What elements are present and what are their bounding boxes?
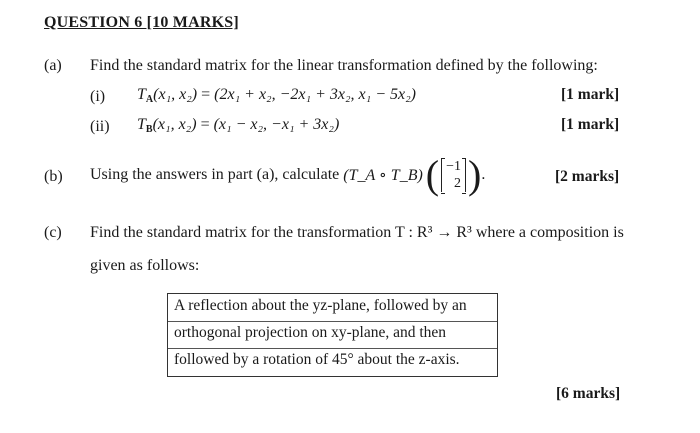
part-c-text-line1: Find the standard matrix for the transformation T : R³ → R³ where a composition is	[90, 224, 624, 241]
part-a-ii-lhs-name: T	[137, 116, 146, 133]
part-a-i-equation	[137, 86, 416, 105]
part-a-i-lhs-args: (x₁, x₂)	[153, 86, 198, 103]
box-line-3: followed by a rotation of 45° about the z-axis.	[174, 351, 460, 368]
composition-box	[167, 293, 498, 377]
part-b-label: (b)	[44, 168, 63, 185]
part-b-text: Using the answers in part (a), calculate	[90, 166, 340, 183]
part-a-ii-eq: =	[196, 116, 214, 133]
box-line-2: orthogonal projection on xy-plane, and then	[174, 324, 447, 341]
part-a-ii-label: (ii)	[90, 118, 110, 135]
part-a-i-lhs-sub: A	[145, 94, 154, 105]
part-a-ii-rhs: (x₁ − x₂, −x₁ + 3x₂)	[213, 116, 340, 133]
part-a-ii-lhs-args: (x₁, x₂)	[152, 116, 197, 133]
part-c-text-line2: given as follows:	[90, 257, 200, 274]
question-title: QUESTION 6 [10 MARKS]	[44, 14, 239, 31]
part-a-i-label: (i)	[90, 88, 106, 105]
part-b-close-paren: )	[468, 152, 482, 197]
part-b-open-paren: (	[425, 152, 440, 197]
box-divider-2	[168, 348, 497, 349]
part-b-composition: (T_A ∘ T_B)	[343, 167, 423, 184]
part-a-i-eq: =	[197, 86, 215, 103]
part-a-i-lhs-name: T	[137, 86, 146, 103]
box-divider-1	[168, 321, 497, 322]
part-a-i-rhs: (2x₁ + x₂, −2x₁ + 3x₂, x₁ − 5x₂)	[214, 86, 416, 103]
part-c-marks: [6 marks]	[556, 385, 621, 402]
part-a-label: (a)	[44, 57, 62, 74]
part-a-text: Find the standard matrix for the linear transformation defined by the following:	[90, 57, 598, 74]
part-b-vector	[441, 158, 466, 192]
part-b-end: .	[481, 166, 486, 183]
box-line-1: A reflection about the yz-plane, followed by an	[174, 297, 467, 314]
part-a-ii-marks: [1 mark]	[561, 116, 620, 133]
part-a-ii-lhs-sub: B	[145, 124, 153, 135]
part-b-vector-entry-2: 2	[454, 176, 462, 191]
part-a-i-marks: [1 mark]	[561, 86, 620, 103]
part-c-label: (c)	[44, 224, 62, 241]
part-a-ii-equation	[137, 116, 339, 135]
part-b-marks: [2 marks]	[555, 168, 620, 185]
part-b-vector-entry-1: −1	[446, 159, 462, 174]
part-b-statement	[90, 152, 485, 198]
